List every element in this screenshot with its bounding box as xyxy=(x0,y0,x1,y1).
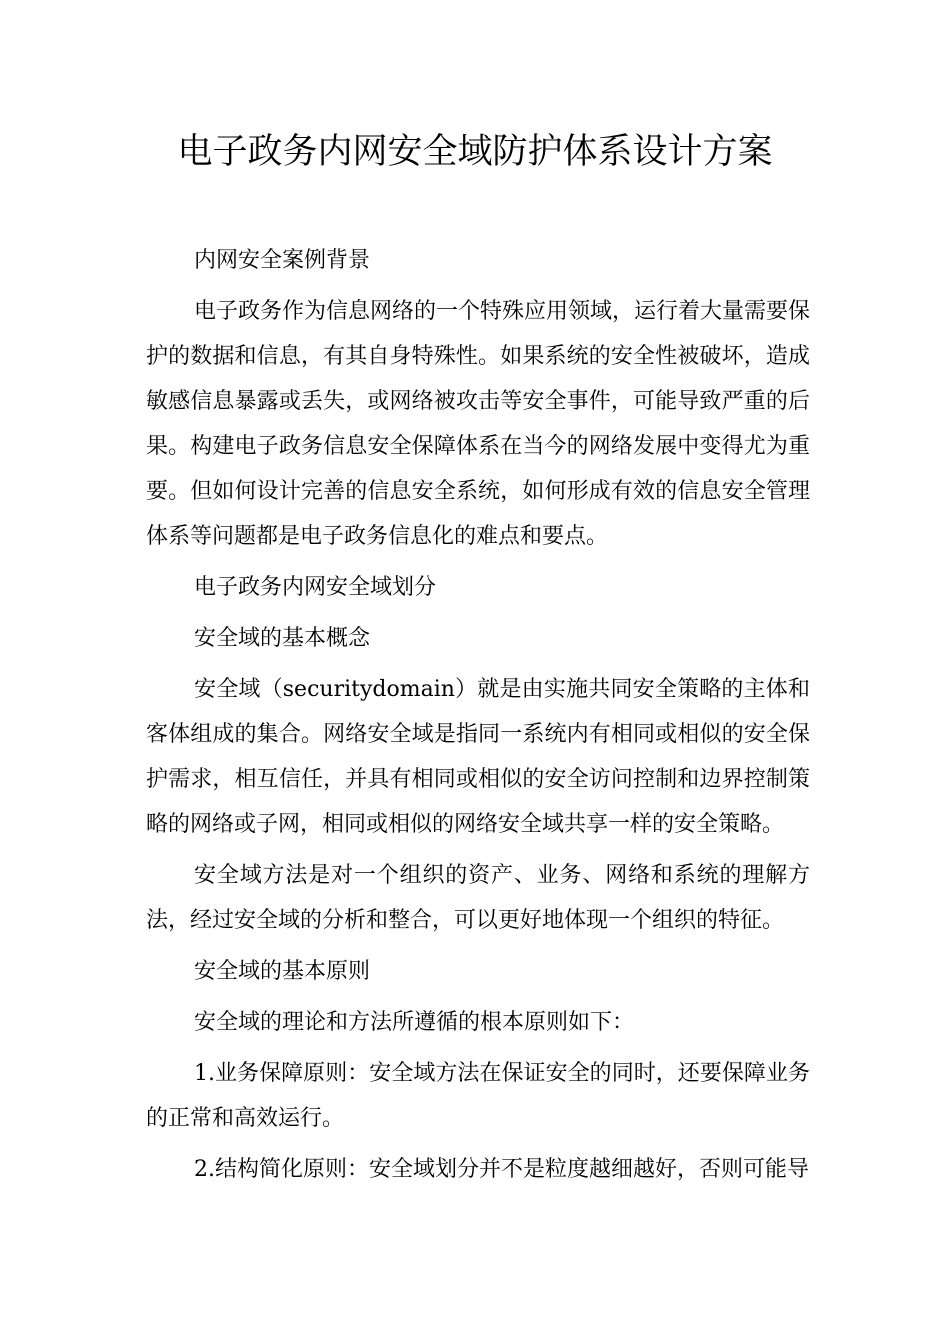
paragraph-security-domain-method: 安全域方法是对一个组织的资产、业务、网络和系统的理解方法，经过安全域的分析和整合，可以更好地体现一个组织的特征。 xyxy=(146,863,810,933)
paragraph-security-domain-definition: 安全域（securitydomain）就是由实施共同安全策略的主体和客体组成的集合。网络安全域是指同一系统内有相同或相似的安全保护需求，相互信任，并具有相同或相似的安全访问控制和边界控制策略的网络或子网，相同或相似的网络安全域共享一样的安全策略。 xyxy=(146,677,810,837)
section-heading-basic-concept: 安全域的基本概念 xyxy=(194,626,371,651)
section-heading-domain-division: 电子政务内网安全域划分 xyxy=(194,575,437,600)
section-heading-basic-principles: 安全域的基本原则 xyxy=(194,959,371,984)
paragraph-background: 电子政务作为信息网络的一个特殊应用领域，运行着大量需要保护的数据和信息，有其自身特殊性。如果系统的安全性被破坏，造成敏感信息暴露或丢失，或网络被攻击等安全事件，可能导致严重的后果。构建电子政务信息安全保障体系在当今的网络发展中变得尤为重要。但如何设计完善的信息安全系统，如何形成有效的信息安全管理体系等问题都是电子政务信息化的难点和要点。 xyxy=(146,299,811,549)
paragraph-principles-intro: 安全域的理论和方法所遵循的根本原则如下： xyxy=(194,1010,635,1035)
document-body xyxy=(146,238,810,1198)
list-item-structure-simplification: 2.结构简化原则：安全域划分并不是粒度越细越好，否则可能导 xyxy=(194,1157,809,1182)
document-title: 电子政务内网安全域防护体系设计方案 xyxy=(177,132,773,172)
list-item-business-assurance: 1.业务保障原则：安全域方法在保证安全的同时，还要保障业务的正常和高效运行。 xyxy=(146,1061,810,1131)
section-heading-background: 内网安全案例背景 xyxy=(194,248,371,273)
